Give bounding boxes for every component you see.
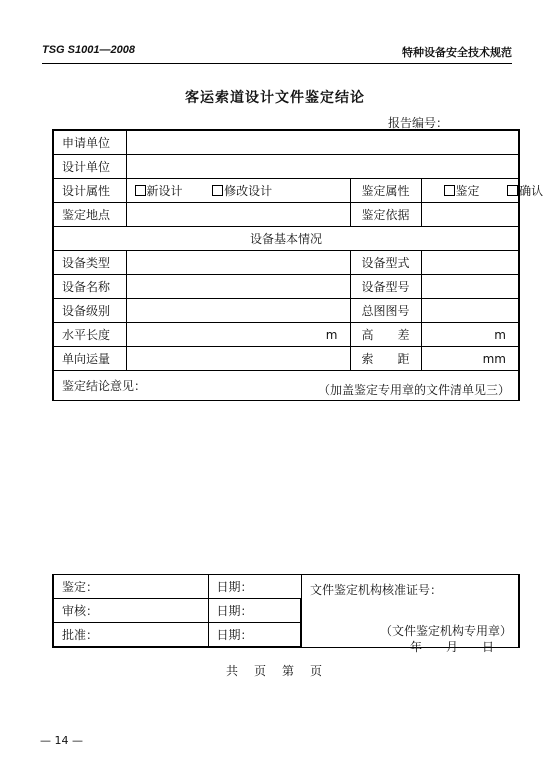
equip-form-field[interactable]: [421, 251, 519, 275]
form-title: 客运索道设计文件鉴定结论: [185, 90, 365, 106]
equip-type-field[interactable]: [126, 251, 350, 275]
capacity-label: 单向运量: [53, 347, 126, 371]
certification-box[interactable]: [301, 575, 519, 654]
approver-label[interactable]: 批准：: [53, 623, 208, 648]
appraisal-attr-options: [421, 179, 544, 203]
equipment-section-heading: 设备基本情况: [53, 227, 519, 251]
report-number-label: 报告编号：: [388, 116, 449, 130]
appraiser-date-label[interactable]: 日期：: [208, 575, 301, 599]
confirm-checkbox[interactable]: [507, 185, 518, 196]
approver-date-label[interactable]: 日期：: [208, 623, 301, 648]
modify-design-checkbox[interactable]: [212, 185, 223, 196]
drawing-no-field[interactable]: [421, 299, 519, 323]
height-diff-label: 高 差: [350, 323, 421, 347]
seal-label: （文件鉴定机构专用章）: [379, 624, 512, 638]
signature-block: [52, 574, 520, 654]
opinion-label: 鉴定结论意见：: [62, 379, 147, 393]
equip-model-field[interactable]: [421, 275, 519, 299]
page-count-line: 共 页 第 页: [225, 664, 324, 678]
equip-type-label: 设备类型: [53, 251, 126, 275]
cable-spacing-label: 索 距: [350, 347, 421, 371]
location-field[interactable]: [126, 203, 350, 227]
reviewer-date-label[interactable]: 日期：: [208, 599, 301, 623]
basis-field[interactable]: [421, 203, 519, 227]
equip-grade-field[interactable]: [126, 299, 350, 323]
basis-label: 鉴定依据: [350, 203, 421, 227]
appraisal-form: [52, 129, 544, 401]
applicant-field[interactable]: [126, 130, 519, 155]
header-rule: [42, 63, 512, 64]
reviewer-label[interactable]: 审核：: [53, 599, 208, 623]
capacity-field[interactable]: [126, 347, 350, 371]
horizontal-length-unit[interactable]: m: [126, 323, 350, 347]
height-diff-unit[interactable]: m: [421, 323, 519, 347]
appraise-checkbox[interactable]: [444, 185, 455, 196]
location-label: 鉴定地点: [53, 203, 126, 227]
equip-name-field[interactable]: [126, 275, 350, 299]
series-title: 特种设备安全技术规范: [402, 46, 512, 59]
confirm-label: 确认: [519, 184, 544, 198]
cable-spacing-unit[interactable]: mm: [421, 347, 519, 371]
equip-name-label: 设备名称: [53, 275, 126, 299]
cert-number-label: 文件鉴定机构核准证号：: [310, 583, 443, 597]
appraise-label: 鉴定: [455, 184, 480, 198]
modify-design-label: 修改设计: [224, 184, 273, 198]
equip-grade-label: 设备级别: [53, 299, 126, 323]
new-design-checkbox[interactable]: [135, 185, 146, 196]
appraisal-attr-label: 鉴定属性: [350, 179, 421, 203]
design-attr-options: [126, 179, 350, 203]
standard-number: TSG S1001—2008: [42, 44, 135, 56]
horizontal-length-label: 水平长度: [53, 323, 126, 347]
design-attr-label: 设计属性: [53, 179, 126, 203]
designer-field[interactable]: [126, 155, 519, 179]
new-design-label: 新设计: [146, 184, 183, 198]
appraiser-label[interactable]: 鉴定：: [53, 575, 208, 599]
applicant-label: 申请单位: [53, 130, 126, 155]
equip-form-label: 设备型式: [350, 251, 421, 275]
page-number: — 14 —: [40, 734, 83, 747]
seal-date: 年 月 日: [409, 640, 494, 654]
opinion-box[interactable]: [53, 371, 519, 401]
appendix-note: （加盖鉴定专用章的文件清单见三）: [317, 383, 510, 397]
drawing-no-label: 总图图号: [350, 299, 421, 323]
designer-label: 设计单位: [53, 155, 126, 179]
equip-model-label: 设备型号: [350, 275, 421, 299]
